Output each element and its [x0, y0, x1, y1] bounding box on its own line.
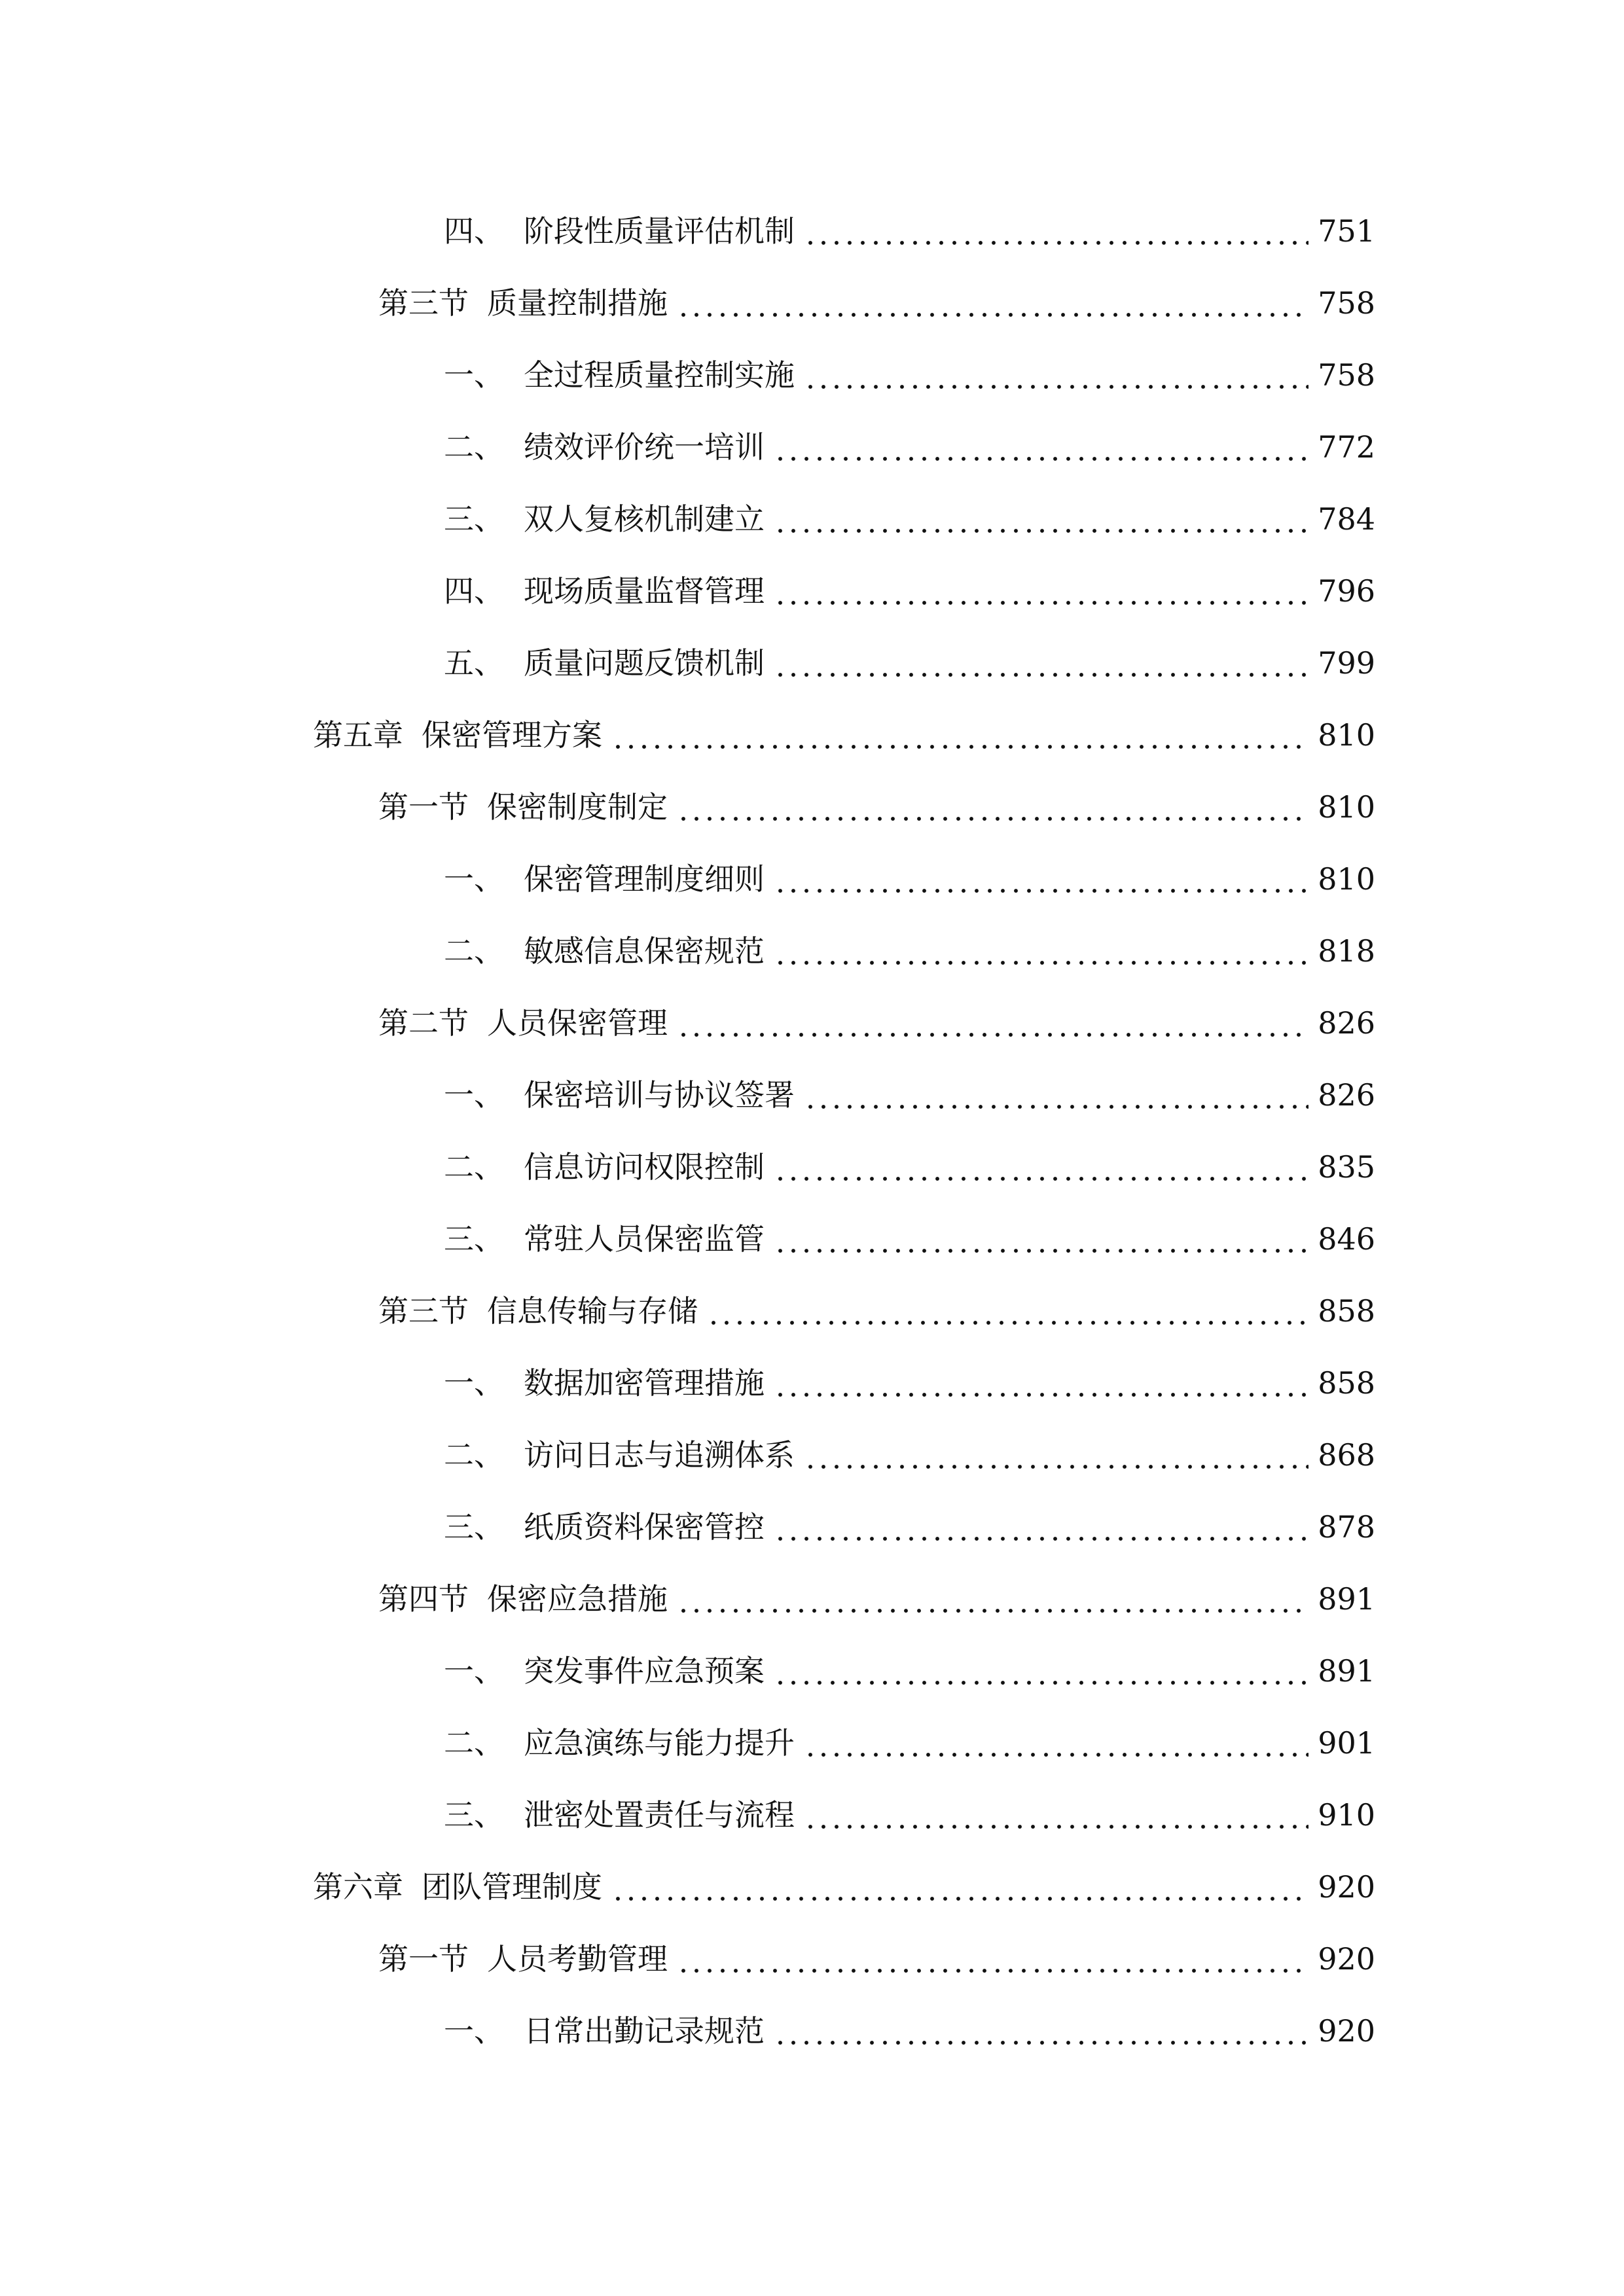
- toc-entry-number: 第三节: [378, 1293, 469, 1329]
- dot-leader: [707, 1296, 1308, 1326]
- toc-entry-title: 保密应急措施: [487, 1581, 668, 1617]
- toc-entry[interactable]: [0, 1335, 1624, 1407]
- toc-entry-page: 868: [1318, 1437, 1375, 1473]
- dot-leader: [774, 1368, 1308, 1398]
- toc-entry-title: 数据加密管理措施: [524, 1365, 765, 1401]
- toc-entry[interactable]: [0, 687, 1624, 759]
- toc-entry-page: 784: [1318, 501, 1375, 537]
- toc-entry-title: 现场质量监督管理: [524, 573, 765, 609]
- toc-entry-page: 858: [1318, 1293, 1375, 1329]
- toc-entry-number: 第四节: [378, 1581, 469, 1617]
- dot-leader: [774, 648, 1308, 678]
- toc-entry-title: 阶段性质量评估机制: [524, 213, 795, 249]
- toc-entry-title: 常驻人员保密监管: [524, 1221, 765, 1257]
- toc-entry-page: 818: [1318, 933, 1375, 969]
- toc-entry[interactable]: [0, 327, 1624, 399]
- toc-entry-number: 一、: [444, 357, 504, 393]
- toc-entry-page: 799: [1318, 645, 1375, 681]
- toc-entry-number: 二、: [444, 933, 504, 969]
- toc-entry-page: 758: [1318, 285, 1375, 321]
- toc-entry[interactable]: [0, 1839, 1624, 1911]
- toc-entry-page: 846: [1318, 1221, 1375, 1257]
- dot-leader: [774, 504, 1308, 534]
- toc-entry[interactable]: [0, 1551, 1624, 1623]
- toc-entry-page: 810: [1318, 789, 1375, 825]
- dot-leader: [774, 1224, 1308, 1254]
- toc-entry-page: 810: [1318, 717, 1375, 753]
- toc-entry[interactable]: [0, 1767, 1624, 1839]
- dot-leader: [804, 1440, 1308, 1470]
- toc-entry-number: 一、: [444, 1365, 504, 1401]
- toc-entry[interactable]: [0, 255, 1624, 327]
- dot-leader: [774, 1512, 1308, 1542]
- dot-leader: [774, 936, 1308, 966]
- toc-entry-page: 796: [1318, 573, 1375, 609]
- toc-entry-title: 泄密处置责任与流程: [524, 1797, 795, 1833]
- toc-entry-page: 835: [1318, 1149, 1375, 1185]
- toc-entry-title: 访问日志与追溯体系: [524, 1437, 795, 1473]
- toc-entry-title: 质量问题反馈机制: [524, 645, 765, 681]
- toc-entry-title: 纸质资料保密管控: [524, 1509, 765, 1545]
- toc-entry-number: 第三节: [378, 285, 469, 321]
- toc-entry[interactable]: [0, 183, 1624, 255]
- toc-entry-number: 四、: [444, 573, 504, 609]
- dot-leader: [804, 1080, 1308, 1110]
- toc-entry-number: 三、: [444, 1509, 504, 1545]
- toc-entry[interactable]: [0, 615, 1624, 687]
- toc-entry-page: 858: [1318, 1365, 1375, 1401]
- toc-entry[interactable]: [0, 399, 1624, 471]
- dot-leader: [611, 1872, 1308, 1902]
- toc-entry-page: 826: [1318, 1077, 1375, 1113]
- toc-entry-number: 三、: [444, 1221, 504, 1257]
- toc-entry-number: 第五章: [313, 717, 403, 753]
- dot-leader: [804, 1800, 1308, 1830]
- dot-leader: [677, 1008, 1308, 1038]
- toc-entry[interactable]: [0, 1479, 1624, 1551]
- toc-entry-number: 第二节: [378, 1005, 469, 1041]
- toc-entry-number: 一、: [444, 2013, 504, 2049]
- toc-entry-title: 保密管理制度细则: [524, 861, 765, 897]
- toc-entry-page: 901: [1318, 1725, 1375, 1761]
- toc-entry-title: 保密制度制定: [487, 789, 668, 825]
- dot-leader: [804, 216, 1308, 246]
- toc-entry[interactable]: [0, 1695, 1624, 1767]
- toc-entry-title: 保密培训与协议签署: [524, 1077, 795, 1113]
- toc-entry-page: 891: [1318, 1581, 1375, 1617]
- toc-entry-title: 敏感信息保密规范: [524, 933, 765, 969]
- toc-entry-title: 突发事件应急预案: [524, 1653, 765, 1689]
- toc-entry-page: 826: [1318, 1005, 1375, 1041]
- toc-entry-number: 二、: [444, 1725, 504, 1761]
- toc-entry-number: 一、: [444, 1653, 504, 1689]
- toc-entry-title: 绩效评价统一培训: [524, 429, 765, 465]
- toc-entry-title: 日常出勤记录规范: [524, 2013, 765, 2049]
- table-of-contents: [0, 183, 1624, 2055]
- toc-entry[interactable]: [0, 1623, 1624, 1695]
- toc-entry[interactable]: [0, 1119, 1624, 1191]
- dot-leader: [774, 864, 1308, 894]
- toc-entry-title: 双人复核机制建立: [524, 501, 765, 537]
- toc-entry-number: 二、: [444, 1437, 504, 1473]
- toc-entry[interactable]: [0, 1911, 1624, 1983]
- toc-entry-page: 910: [1318, 1797, 1375, 1833]
- toc-entry[interactable]: [0, 1191, 1624, 1263]
- toc-entry-title: 信息访问权限控制: [524, 1149, 765, 1185]
- toc-entry-number: 四、: [444, 213, 504, 249]
- dot-leader: [774, 1656, 1308, 1686]
- toc-entry-title: 全过程质量控制实施: [524, 357, 795, 393]
- toc-entry-number: 三、: [444, 501, 504, 537]
- toc-entry[interactable]: [0, 471, 1624, 543]
- toc-entry-page: 878: [1318, 1509, 1375, 1545]
- dot-leader: [774, 576, 1308, 606]
- toc-entry-title: 人员考勤管理: [487, 1941, 668, 1977]
- dot-leader: [677, 288, 1308, 318]
- dot-leader: [774, 1152, 1308, 1182]
- toc-entry-number: 五、: [444, 645, 504, 681]
- toc-entry[interactable]: [0, 831, 1624, 903]
- toc-entry-number: 第一节: [378, 1941, 469, 1977]
- dot-leader: [804, 1728, 1308, 1758]
- toc-entry-number: 一、: [444, 1077, 504, 1113]
- dot-leader: [677, 1944, 1308, 1974]
- toc-entry-page: 920: [1318, 1869, 1375, 1905]
- toc-entry-number: 第六章: [313, 1869, 403, 1905]
- toc-entry[interactable]: [0, 759, 1624, 831]
- dot-leader: [677, 792, 1308, 822]
- toc-entry-page: 772: [1318, 429, 1375, 465]
- toc-entry-page: 920: [1318, 1941, 1375, 1977]
- toc-entry[interactable]: [0, 1983, 1624, 2055]
- toc-entry-page: 751: [1318, 213, 1375, 249]
- dot-leader: [774, 432, 1308, 462]
- dot-leader: [611, 720, 1308, 750]
- toc-entry-number: 二、: [444, 1149, 504, 1185]
- dot-leader: [677, 1584, 1308, 1614]
- toc-entry-title: 应急演练与能力提升: [524, 1725, 795, 1761]
- toc-entry-number: 第一节: [378, 789, 469, 825]
- toc-entry-title: 人员保密管理: [487, 1005, 668, 1041]
- toc-entry[interactable]: [0, 1047, 1624, 1119]
- toc-entry-number: 三、: [444, 1797, 504, 1833]
- toc-entry-page: 810: [1318, 861, 1375, 897]
- toc-entry-number: 一、: [444, 861, 504, 897]
- toc-entry-title: 团队管理制度: [422, 1869, 602, 1905]
- toc-entry-title: 保密管理方案: [422, 717, 602, 753]
- dot-leader: [804, 360, 1308, 390]
- toc-entry-title: 质量控制措施: [487, 285, 668, 321]
- toc-entry-page: 920: [1318, 2013, 1375, 2049]
- dot-leader: [774, 2016, 1308, 2046]
- toc-entry[interactable]: [0, 1263, 1624, 1335]
- toc-entry[interactable]: [0, 1407, 1624, 1479]
- toc-entry[interactable]: [0, 903, 1624, 975]
- toc-entry-title: 信息传输与存储: [487, 1293, 698, 1329]
- toc-entry-page: 891: [1318, 1653, 1375, 1689]
- toc-entry[interactable]: [0, 543, 1624, 615]
- toc-entry[interactable]: [0, 975, 1624, 1047]
- toc-entry-page: 758: [1318, 357, 1375, 393]
- toc-entry-number: 二、: [444, 429, 504, 465]
